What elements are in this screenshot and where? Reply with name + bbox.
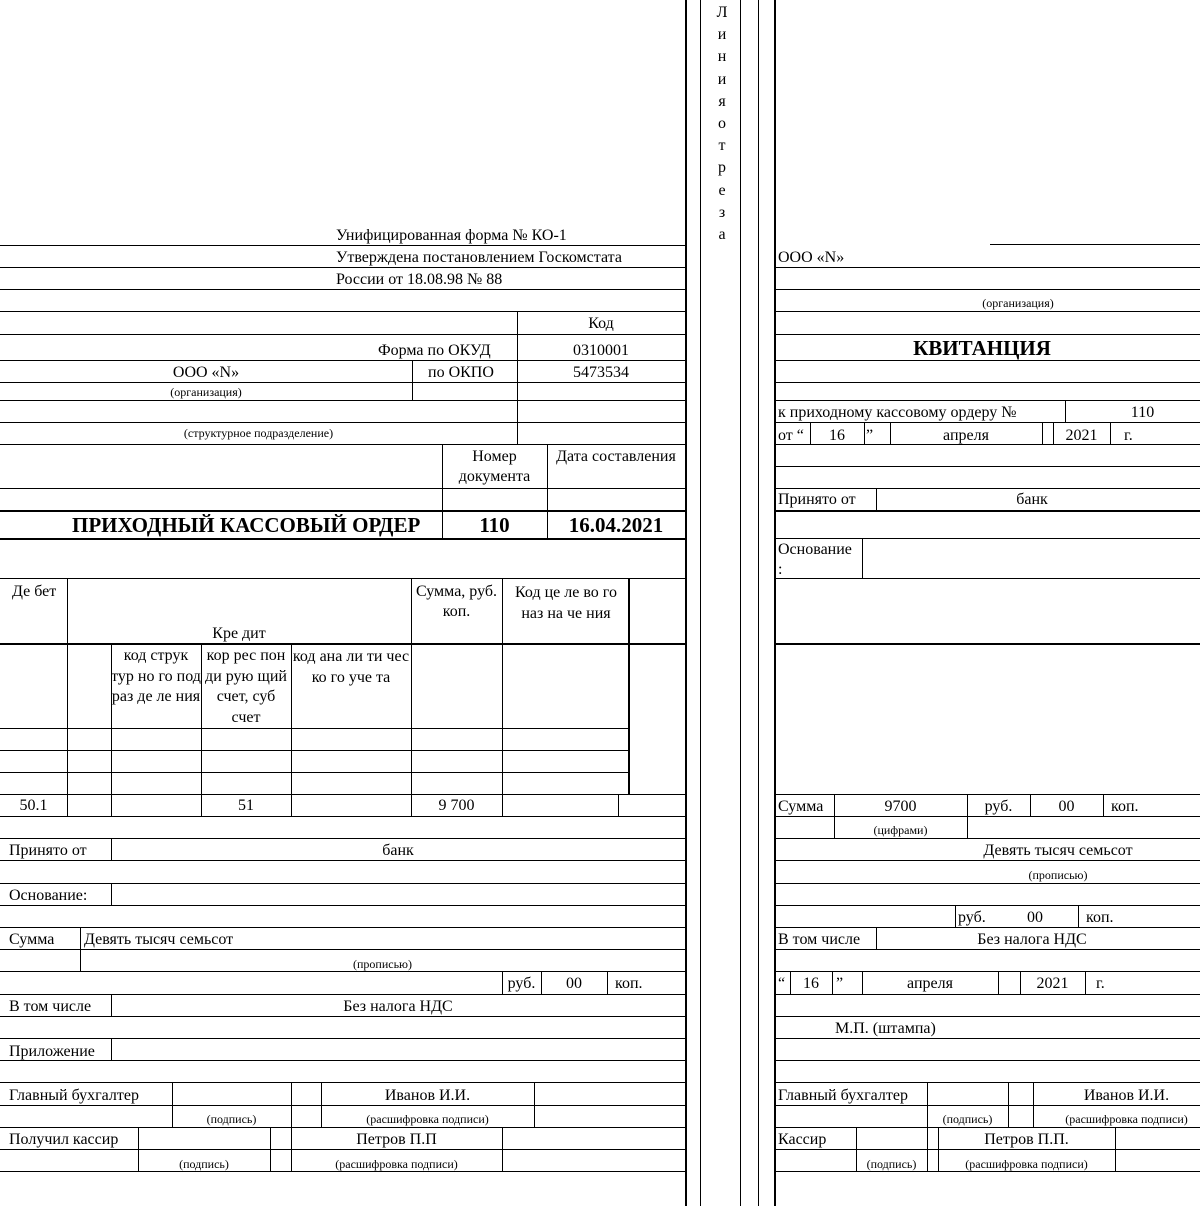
receipt-kop-label: коп. bbox=[1111, 798, 1139, 815]
rule bbox=[0, 794, 685, 795]
rule bbox=[0, 1038, 685, 1039]
col-line bbox=[1042, 422, 1043, 444]
rule bbox=[776, 643, 1200, 645]
received-from-value: банк bbox=[382, 842, 414, 859]
rule bbox=[0, 728, 630, 729]
col-line bbox=[998, 971, 999, 994]
rule bbox=[776, 538, 1200, 539]
rule bbox=[0, 400, 685, 401]
decode-caption: (расшифровка подписи) bbox=[335, 1157, 458, 1171]
receipt-sum-label: Сумма bbox=[778, 798, 824, 815]
rule bbox=[990, 244, 1200, 245]
rule bbox=[776, 1127, 1200, 1128]
receipt-decode-caption: (расшифровка подписи) bbox=[965, 1157, 1088, 1171]
sum-header: Сумма, руб. коп. bbox=[415, 583, 498, 620]
okpo-col-left bbox=[412, 360, 413, 400]
form-line-2: Утверждена постановлением Госкомстата bbox=[336, 249, 622, 266]
rule bbox=[776, 400, 1200, 401]
rule bbox=[0, 883, 685, 884]
rule bbox=[776, 838, 1200, 839]
rule bbox=[776, 334, 1200, 335]
chief-accountant-name: Иванов И.И. bbox=[384, 1087, 471, 1104]
receipt-year-2: 2021 bbox=[1036, 975, 1069, 992]
receipt-received-from-value: банк bbox=[1016, 491, 1048, 508]
rule bbox=[776, 289, 1200, 290]
receipt-rub-label: руб. bbox=[984, 798, 1013, 815]
col-line bbox=[864, 422, 865, 444]
received-from-label: Принято от bbox=[9, 842, 87, 859]
receipt-year-suffix: г. bbox=[1124, 427, 1133, 444]
cut-line-label: Л и н и я о т р е з а bbox=[716, 4, 728, 244]
col-line bbox=[1085, 971, 1086, 994]
col-line bbox=[618, 794, 619, 816]
receipt-org-name: ООО «N» bbox=[778, 249, 845, 266]
cashier-label: Получил кассир bbox=[9, 1131, 119, 1148]
cut-border-right bbox=[774, 0, 776, 1206]
rule bbox=[776, 488, 1200, 489]
corr-account-header: кор рес пон ди рую щий счет, суб счет bbox=[205, 647, 287, 726]
cut-border-inner-right bbox=[740, 0, 741, 1206]
receipt-digits-caption: (цифрами) bbox=[873, 823, 928, 837]
words-caption: (прописью) bbox=[352, 957, 413, 971]
receipt-received-from-label: Принято от bbox=[778, 491, 856, 508]
okud-label: Форма по ОКУД bbox=[378, 342, 491, 359]
receipt-quote-close-2: ” bbox=[836, 975, 844, 992]
receipt-order-number: 110 bbox=[1130, 404, 1155, 421]
receipt-sum-words: Девять тысяч семьсот bbox=[983, 842, 1133, 859]
kop-value: 00 bbox=[566, 975, 582, 992]
rule bbox=[776, 994, 1200, 995]
receipt-kop-value: 00 bbox=[1058, 798, 1075, 815]
col-line bbox=[1008, 1082, 1009, 1127]
rule bbox=[776, 883, 1200, 884]
dept-caption: (структурное подразделение) bbox=[183, 426, 334, 440]
receipt-from-label: от “ bbox=[778, 427, 804, 444]
receipt-kop-label-2: коп. bbox=[1086, 909, 1114, 926]
rule bbox=[0, 1060, 685, 1061]
receipt-year-suffix-2: г. bbox=[1096, 975, 1105, 992]
okud-code: 0310001 bbox=[573, 342, 629, 359]
order-title: ПРИХОДНЫЙ КАССОВЫЙ ОРДЕР bbox=[72, 513, 421, 537]
rule bbox=[0, 578, 685, 579]
form-line-3: России от 18.08.98 № 88 bbox=[336, 271, 503, 288]
kop-label: коп. bbox=[615, 975, 643, 992]
rule bbox=[0, 816, 685, 817]
receipt-cashier-name: Петров П.П. bbox=[984, 1131, 1069, 1148]
receipt-basis-colon: : bbox=[778, 561, 783, 578]
rule bbox=[0, 538, 685, 540]
receipt-decode-caption: (расшифровка подписи) bbox=[1065, 1112, 1188, 1126]
receipt-signature-caption: (подпись) bbox=[942, 1112, 993, 1126]
row-debit: 50.1 bbox=[19, 797, 48, 814]
rule bbox=[776, 578, 1200, 579]
debit-header: Де бет bbox=[12, 583, 57, 600]
col-line bbox=[832, 971, 833, 994]
rule bbox=[0, 311, 685, 312]
rule bbox=[0, 971, 685, 972]
rule bbox=[0, 905, 685, 906]
rule bbox=[0, 1171, 685, 1172]
rule bbox=[0, 334, 685, 335]
receipt-sum-digits: 9700 bbox=[884, 798, 917, 815]
rule bbox=[776, 1171, 1200, 1172]
col-line bbox=[111, 1038, 112, 1060]
col-line bbox=[502, 578, 503, 816]
rule bbox=[776, 905, 1200, 906]
credit-header: Кре дит bbox=[212, 625, 266, 642]
col-line bbox=[1115, 1127, 1116, 1171]
receipt-day-2: 16 bbox=[803, 975, 819, 992]
col-line bbox=[628, 578, 630, 794]
chief-accountant-label: Главный бухгалтер bbox=[9, 1087, 139, 1104]
rule bbox=[0, 444, 685, 445]
incl-value: Без налога НДС bbox=[343, 998, 453, 1015]
basis-label: Основание: bbox=[9, 887, 88, 904]
date-header: Дата составления bbox=[556, 448, 676, 465]
receipt-quote-open: “ bbox=[778, 975, 786, 992]
analytic-code-header: код ана ли ти чес ко го уче та bbox=[292, 648, 410, 686]
signature-caption: (подпись) bbox=[206, 1112, 257, 1126]
purpose-code-header: Код це ле во го наз на че ния bbox=[515, 584, 617, 622]
cashier-name: Петров П.П bbox=[356, 1131, 437, 1148]
code-header: Код bbox=[588, 315, 614, 332]
rule bbox=[776, 794, 1200, 795]
rule bbox=[776, 510, 1200, 512]
receipt-rub-label-2: руб. bbox=[958, 909, 986, 926]
col-line bbox=[67, 578, 68, 816]
order-date: 16.04.2021 bbox=[568, 513, 664, 537]
receipt-chief-accountant-name: Иванов И.И. bbox=[1083, 1087, 1170, 1104]
rule bbox=[0, 289, 685, 290]
rule bbox=[776, 466, 1200, 467]
receipt-chief-accountant-label: Главный бухгалтер bbox=[778, 1087, 908, 1104]
attachment-label: Приложение bbox=[9, 1043, 95, 1060]
rule bbox=[776, 971, 1200, 972]
row-corr-account: 51 bbox=[238, 797, 254, 814]
col-line bbox=[607, 971, 608, 994]
doc-number-header: Номер документа bbox=[458, 448, 531, 485]
rule bbox=[0, 1082, 685, 1083]
rule bbox=[776, 1082, 1200, 1083]
rule bbox=[0, 838, 685, 839]
okpo-code: 5473534 bbox=[573, 364, 629, 381]
receipt-day: 16 bbox=[829, 427, 845, 444]
sum-label: Сумма bbox=[9, 931, 55, 948]
receipt-year: 2021 bbox=[1065, 427, 1098, 444]
org-name: ООО «N» bbox=[172, 364, 240, 381]
col-line bbox=[955, 905, 956, 927]
rule bbox=[776, 927, 1200, 928]
col-line bbox=[291, 1082, 292, 1127]
col-line bbox=[1110, 422, 1111, 444]
rule bbox=[776, 1016, 1200, 1017]
cut-border-inner-left bbox=[700, 0, 701, 1206]
rub-label: руб. bbox=[507, 975, 536, 992]
receipt-incl-label: В том числе bbox=[778, 931, 861, 948]
order-number: 110 bbox=[479, 513, 510, 537]
rule bbox=[776, 311, 1200, 312]
receipt-basis-label: Основание bbox=[778, 541, 852, 558]
receipt-cashier-label: Кассир bbox=[778, 1131, 827, 1148]
col-line bbox=[1103, 794, 1104, 816]
rule bbox=[0, 994, 685, 995]
rule bbox=[0, 1127, 685, 1128]
rule bbox=[776, 360, 1200, 361]
col-line bbox=[1078, 905, 1079, 927]
signature-caption: (подпись) bbox=[179, 1157, 229, 1171]
cut-border-inner-right2 bbox=[758, 0, 759, 1206]
col-line bbox=[534, 1082, 535, 1127]
col-line bbox=[927, 1127, 928, 1171]
receipt-incl-value: Без налога НДС bbox=[977, 931, 1087, 948]
receipt-signature-caption: (подпись) bbox=[866, 1157, 917, 1171]
receipt-stamp-label: М.П. (штампа) bbox=[835, 1020, 936, 1037]
rule bbox=[0, 488, 685, 489]
okpo-label: по ОКПО bbox=[428, 364, 494, 381]
rule bbox=[0, 927, 685, 928]
subdiv-code-header: код струк тур но го под раз де ле ния bbox=[111, 647, 201, 705]
rule bbox=[0, 267, 685, 268]
receipt-quote-close: ” bbox=[866, 427, 874, 444]
rule bbox=[776, 1060, 1200, 1061]
sum-words: Девять тысяч семьсот bbox=[84, 931, 234, 948]
receipt-to-order-label: к приходному кассовому ордеру № bbox=[778, 404, 1017, 421]
col-line bbox=[111, 883, 112, 905]
rule bbox=[0, 750, 630, 751]
org-caption: (организация) bbox=[170, 385, 242, 399]
incl-label: В том числе bbox=[9, 998, 92, 1015]
row-sum: 9 700 bbox=[438, 797, 475, 814]
decode-caption: (расшифровка подписи) bbox=[366, 1112, 489, 1126]
form-line-1: Унифицированная форма № КО-1 bbox=[336, 227, 567, 244]
rule bbox=[0, 510, 685, 512]
col-line bbox=[862, 538, 863, 578]
receipt-title: КВИТАНЦИЯ bbox=[913, 336, 1051, 360]
col-line bbox=[502, 1127, 503, 1171]
receipt-month-2: апреля bbox=[907, 975, 953, 992]
col-line bbox=[270, 1127, 271, 1171]
rule bbox=[776, 382, 1200, 383]
receipt-org-caption: (организация) bbox=[982, 296, 1054, 310]
receipt-words-caption: (прописью) bbox=[1028, 868, 1088, 882]
rule bbox=[0, 245, 685, 246]
cut-border-left bbox=[685, 0, 687, 1206]
rule bbox=[0, 422, 685, 423]
receipt-kop-value-2: 00 bbox=[1027, 909, 1043, 926]
receipt-month: апреля bbox=[943, 427, 989, 444]
rule bbox=[0, 772, 630, 773]
